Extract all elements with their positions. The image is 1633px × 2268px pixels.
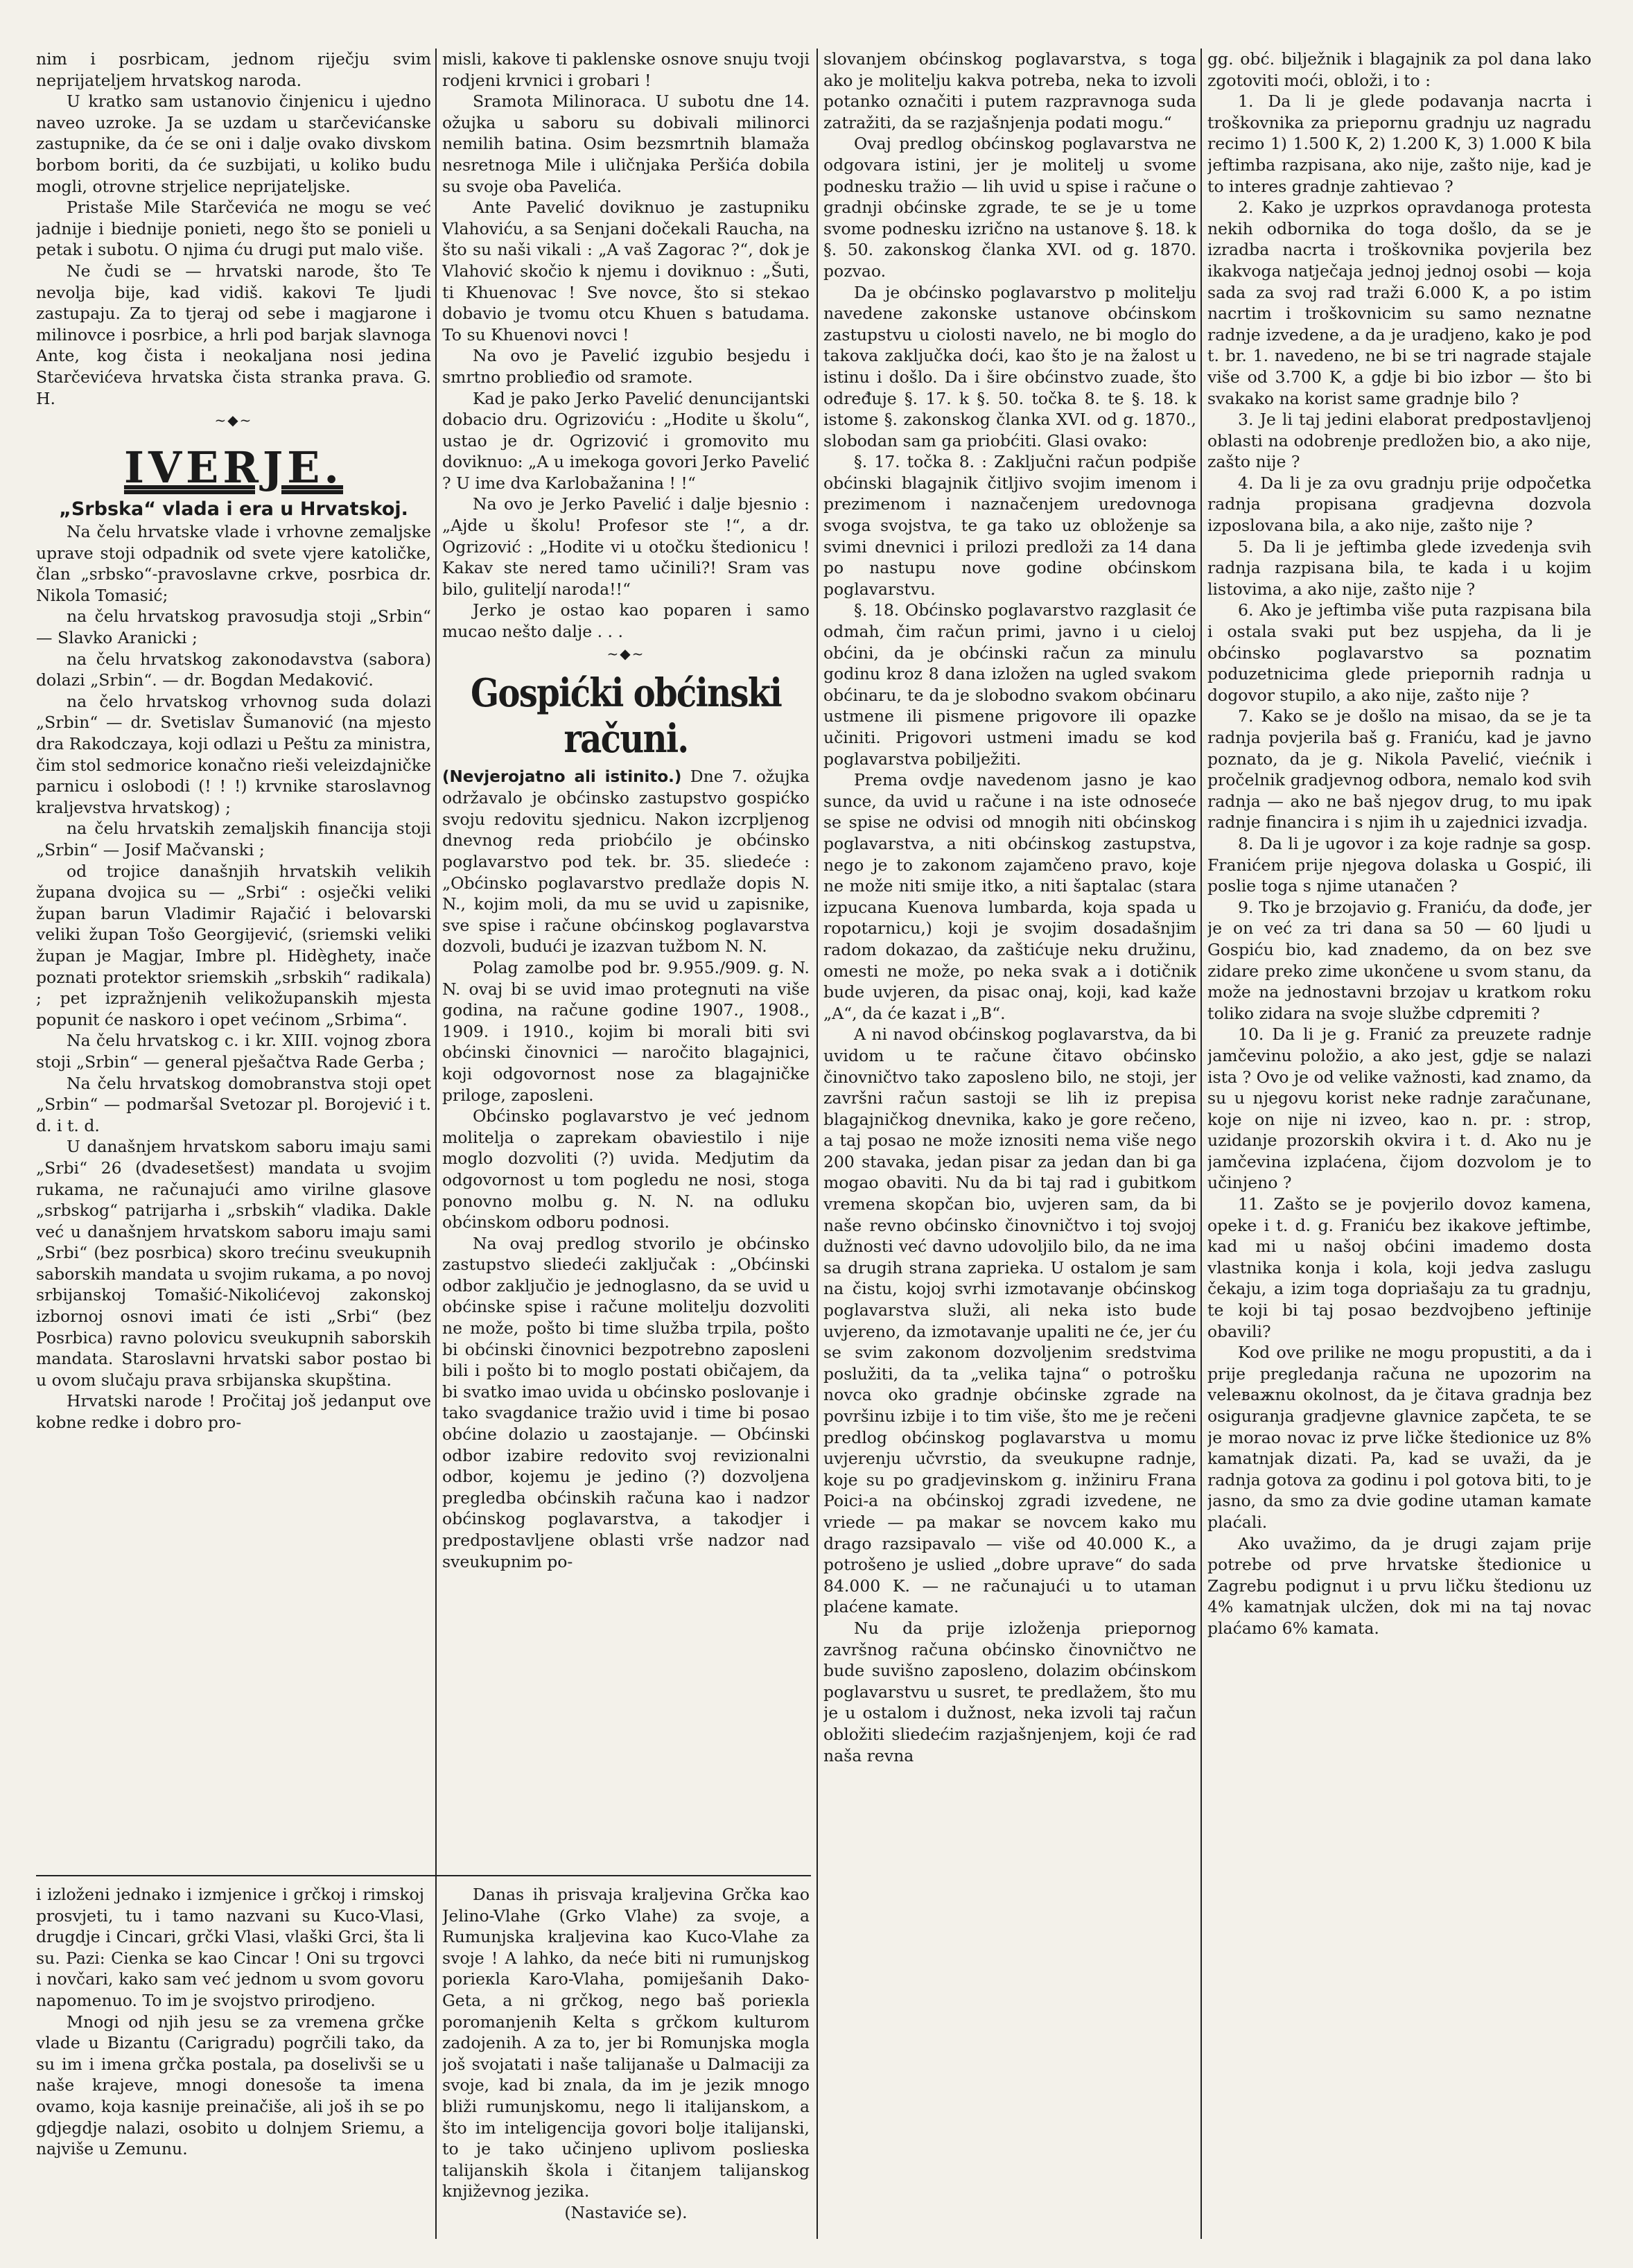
paragraph: 9. Tko je brzojavio g. Franiću, da dođe, jer je on već za tri dana sa 50 — 60 ljudi u Gospiću bio, kad znademo, da on bez sve zidare preko zime ukončene u svom stanu, da može na jednostavni brzojav u kratkom roku toliko zidara na svoje službe cdpremiti ? (1207, 897, 1591, 1023)
paragraph: Na čelu hrvatskog domobranstva stoji opet „Srbin“ — podmaršal Svetozar pl. Borojević i t. d. i t. d. (36, 1073, 431, 1135)
paragraph: Sramota Milinoraca. U subotu dne 14. ožujka u saboru su dobivali milinorci nemilih batina. Osim bezsmrtnih blamaža nesretnoga Mile i uličnjaka Peršića dobila su svoje oba Pavelića. (442, 91, 810, 196)
paragraph: gg. obć. bilježnik i blagajnik za pol dana lako zgotoviti moći, obloži, i to : (1207, 49, 1591, 90)
paragraph: 4. Da li je za ovu gradnju prije odpočetka radnja propisana gradjevna dozvola izposlovana bila, a ako nije, zašto nije ? (1207, 473, 1591, 536)
paragraph: Obćinsko poglavarstvo je već jednom molitelja o zaprekam obaviestilo i nije moglo dozvoliti (?) uvida. Medjutim da odgovornost u tom pogledu ne nosi, stoga ponovno molbu g. N. N. na odluku obćinskom odboru podnosi. (442, 1106, 810, 1232)
paragraph: Ovaj predlog obćinskog poglavarstva ne odgovara istini, jer je molitelj u svome podnesku tražio — lih uvid u spise i račune o gradnji obćinske zgrade, te se je u tome svome podnesku izrično na ustanove §. 18. k §. 50. zakonskog članka XVI. od g. 1870. pozvao. (823, 134, 1196, 281)
paragraph: U današnjem hrvatskom saboru imaju sami „Srbi“ 26 (dvadesetšest) mandata u svojim rukama, ne računajući amo virilne glasove „srbskog“ patrijarha i „srbskih“ vladika. Dakle već u današnjem hrvatskom saboru imaju sami „Srbi“ (bez posrbica) skoro trećinu sveukupnih saborskih mandata u svojim rukama, a po novoj srbijanskoj Tomašić-Nikolićevoj zakonskoj izbornoj osnovi imati će isti „Srbi“ (bez Posrbica) ravno polovicu sveukupnih saborskih mandata. Staroslavni hrvatski sabor postao bi u ovom slučaju prava srbijanska skupština. (36, 1137, 431, 1390)
column-rule (1200, 49, 1202, 2239)
paragraph: 6. Ako je jeftimba više puta razpisana bila i ostala svaki put bez uspjeha, da li je obćinsko poglavarstvo sa poznatim poduzetnicima glede priepornih radnja u dogovor stupilo, a ako nije, zašto nije ? (1207, 600, 1591, 705)
paragraph: Nu da prije izloženja priepornog završnog računa obćinsko činovničtvo ne bude suvišno zaposleno, dolazim obćinskom poglavarstvu u susret, te predlažem, što mu je u ostalom i dužnost, neka izvoli taj račun obložiti sliedećim razjašnjenjem, koji će rad naša revna (823, 1618, 1196, 1765)
paragraph: Pristaše Mile Starčevića ne mogu se već jadnije i biednije ponieti, nego što se ponieli u petak i subotu. O njima ću drugi put malo više. (36, 198, 431, 260)
paragraph: nim i posrbicam, jednom riječju svim neprijateljem hrvatskog naroda. (36, 49, 431, 90)
article-headline-gospic: Gospićki obćinski računi. (470, 670, 782, 762)
paragraph: 5. Da li je jeftimba glede izvedenja svih radnja razpisana bila, te kada i u kojim listovima, a ako nije, zašto nije ? (1207, 537, 1591, 599)
signature: G. H. (36, 367, 431, 408)
paragraph: Mnogi od njih jesu se za vremena grčke vlade u Bizantu (Carigradu) pogrčili tako, da su im i imena grčka postala, pa doselivši se u naše krajeve, mnogi donesoše ta imena ovamo, koja kasnije preinačiše, ali još ih se po gdjegdje nalazi, osobito u dolnjem Sriemu, a najviše u Zemunu. (36, 2012, 424, 2159)
article-subtitle: (Nevjerojatno ali istinito.) (442, 767, 682, 786)
paragraph: Da je obćinsko poglavarstvo p molitelju navedene zakonske ustanove obćinskom zastupstvu u ciolosti navelo, ne bi moglo do takova zaključka doći, kao što je na žalost u istinu i došlo. Da i šire obćinstvo zuade, što određuje §. 17. k §. 50. točka 8. te §. 18. k istome §. zakonskog članka XVI. od g. 1870., slobodan sam ga priobćiti. Glasi ovako: (823, 282, 1196, 451)
paragraph: 2. Kako je uzprkos opravdanoga protesta nekih odbornika do toga došlo, da se je izradba nacrta i troškovnika povjerila bez ikakvoga natječaja jednoj jednoj osobi — koja sada za svoj rad traži 6.000 K, a po istim nacrtim i troškovnicim su samo neznatne radnje izvedene, a da je uradjeno, kako je pod t. br. 1. navedeno, ne bi se tri nagrade stajale više od 3.700 K, a gdje bi bio izbor — što bi svakako na korist same gradnje bilo ? (1207, 198, 1591, 408)
paragraph: na čelu hrvatskog zakonodavstva (sabora) dolazi „Srbin“. — dr. Bogdan Medaković. (36, 649, 431, 690)
paragraph: A ni navod obćinskog poglavarstva, da bi uvidom u te račune čitavo obćinsko činovničtvo tako zaposleno bilo, ne stoji, jer završni račun sastoji se lih iz prepisa blagajničkog dnevnika, kako je gore rečeno, a taj posao ne može iznositi nema više nego 200 stavaka, jedan pisar za jedan dan bi ga mogao obaviti. Nu da bi taj rad i gubitkom vremena skopčan bio, uvjeren sam, da bi naše revno obćinsko činovničtvo i toj svojoj dužnosti već davno udovoljilo bilo, da ne ima sa drugih strana zaprieka. U ostalom je sam na čistu, kojoj svrhi izmotavanje obćinskog poglavarstva služi, ali neka isto bude uvjereno, da izmotavanje upaliti ne će, jer ću se svim zakonom dozvoljenim sredstvima poslužiti, da ta „velika tajna“ o potrošku novca oko gradnje obćinske zgrade na površinu izbije i to tim više, što me je rečeni predlog obćinskog poglavarstva u momu uvjerenju učvrstio, da sveukupne radnje, koje su po gradjevinskom g. inžiniru Frana Poici-a na obćinskoj zgradi izvedene, ne vriede — pa makar se novcem kako mu drago razsipavalo — više od 40.000 K., a potrošeno je uslied „dobre uprave“ do sada 84.000 K. — ne računajući u to utaman plaćene kamate. (823, 1024, 1196, 1617)
paragraph: Ako uvažimo, da je drugi zajam prije potrebe od prve hrvatske štedionice u Zagrebu podignut i u prvu ličku štedionu uz 4% kamatnjak ulcžen, dok mi na taj novac plaćamo 6% kamata. (1207, 1533, 1591, 1638)
paragraph: Ante Pavelić doviknuo je zastupniku Vlahoviću, a sa Senjani dočekali Raucha, na što su naši vikali : „A vaš Zagorac ?“, dok je Vlahović skočio k njemu i doviknuo : „Šuti, ti Khuenovac ! Sve novce, što si stekao dobavio je tvomu otcu Khuen s batudama. To su Khuenovi novci ! (442, 198, 810, 344)
section-title-iverje: IVERJE. (123, 442, 344, 494)
paragraph: §. 17. točka 8. : Zaključni račun podpiše obćinski blagajnik čitljivo svojim imenom i prezimenom i naznačenjem uredovnoga svoga svojstva, te ga tako uz obloženje sa svimi dnevnici i prilozi predloži za 14 dana po nastupu nove godine obćinskom poglavarstvu. (823, 452, 1196, 599)
paragraph: 1. Da li je glede podavanja nacrta i troškovnika za priepornu gradnju uz nagradu recimo 1) 1.500 K, 2) 1.200 K, 3) 1.000 K bila jeftimba razpisana, ako nije, zašto nije, kad je to interes gradnje zahtievao ? (1207, 91, 1591, 196)
column-3 (823, 49, 1196, 2232)
paragraph: Na čelu hrvatskog c. i kr. XIII. vojnog zbora stoji „Srbin“ — general pješačtva Rade Gerba ; (36, 1031, 431, 1072)
paragraph: na čelo hrvatskog vrhovnog suda dolazi „Srbin“ — dr. Svetislav Šumanović (na mjesto dra Rakodczaya, koji odlazi u Peštu za ministra, čim stol sedmorice konačno rieši veleizdajničke parnicu i oslobodi (! ! !) krvnike staroslavnog kraljevstva hrvatskog) ; (36, 691, 431, 817)
continuation-note: (Nastaviće se). (564, 2202, 688, 2222)
paragraph: Polag zamolbe pod br. 9.955./909. g. N. N. ovaj bi se uvid imao protegnuti na više godina, na račune godine 1907., 1908., 1909. i 1910., kojim bi morali biti svi obćinski činovnici — naročito blagajnici, koji odgovornost nose za blagajničke priloge, zaposleni. (442, 957, 810, 1105)
paragraph: od trojice današnjih hrvatskih velikih župana dvojica su — „Srbi“ : osječki veliki župan barun Vladimir Rajačić i belovarski veliki župan Tošo Georgijević, (sriemski veliki župan je Magjar, Imbre pl. Hidèghety, inače poznati protektor sriemskih „srbskih“ radikala) ; pet izpražnjenih velikožupanskih mjesta popunit će naskoro i opet većinom „Srbima“. (36, 861, 431, 1029)
column-2 (442, 49, 810, 1830)
paragraph: Na ovo je Pavelić izgubio besjedu i smrtno problieđio od sramote. (442, 346, 810, 387)
paragraph: Ne čudi se — hrvatski narode, što Te nevolja bije, kad vidiš. kakovi Te ljudi zastupaju. Za to tjeraj od sebe i magjarone i milinovce i posrbice, a hrli pod barjak slavnoga Ante, kog čista i neokaljana nosi jedina Starčevićeva hrvatska čista stranka prava. G. H. (36, 261, 431, 408)
column-rule (435, 49, 437, 2239)
paragraph: Na čelu hrvatske vlade i vrhovne zemaljske uprave stoji odpadnik od svete vjere katoličke, član „srbsko“-pravoslavne crkve, posrbica dr. Nikola Tomasić; (36, 522, 431, 605)
paragraph: 11. Zašto se je povjerilo dovoz kamena, opeke i t. d. g. Franiću bez ikakove jeftimbe, kad mi u našoj obćini imademo dosta vlastnika konja i kola, koji jedva zaslugu čekaju, a izim toga dopriašaju za tu gradnju, te koji bi taj posao bezdvojbeno jeftinije obavili? (1207, 1194, 1591, 1341)
paragraph: 10. Da li je g. Franić za preuzete radnje jamčevinu položio, a ako jest, gdje se nalazi ista ? Ovo je od velike važnosti, kad znamo, da su u njegovu korist neke radnje zaračunane, koje on nije ni izveo, kao n. pr. : strop, uzidanje prozorskih okvira i t. d. Ako nu je jamčevina izplaćena, čijom dozvolom je to učinjeno ? (1207, 1024, 1591, 1193)
ornament-divider: ~◆~ (606, 645, 645, 662)
feuilleton-left (36, 1884, 424, 2244)
paragraph: §. 18. Obćinsko poglavarstvo razglasit će odmah, čim račun primi, javno i u cieloj obćini, da je obćinski račun za minulu godinu kroz 8 dana izložen na ugled svakom obćinaru, te da je slobodno svakom obćinaru ustmene ili pismene prigovore ili opazke učiniti. Prigovori ustmeni imadu se kod poglavarstva pobilježiti. (823, 600, 1196, 769)
paragraph: U kratko sam ustanovio činjenicu i ujedno naveo uzroke. Ja se uzdam u starčevićanske zastupnike, da će se oni i dalje ovako divskom borbom boriti, da će suzbijati, u koliko budu mogli, otrovne strjelice neprijateljske. (36, 91, 431, 196)
paragraph: Danas ih prisvaja kraljevina Grčka kao Jelino-Vlahe (Grko Vlahe) za svoje, a Rumunjska kraljevina kao Kuco-Vlahe za svoje ! A lahko, da neće biti ni rumunjskog porieкla Karo-Vlaha, pomiješanih Dako-Geta, a ni grčkog, nego baš porieкla poromanjenih Kelta s grčkom kulturom zadojenih. A za to, jer bi Romunjska mogla još svojatati i naše talijanaše u Dalmaciji za svoje, kad bi znala, da im je jezik mnogo bliži rumunjskomu, nego li italijanskom, a što im inteligencija govori bolje italijanski, to je tako učinjeno uplivom poslieska talijanskih škola i čitanjem talijanskog knjižеvnog jezika. (442, 1885, 810, 2201)
paragraph: slovanjem obćinskog poglavarstva, s toga ako je molitelju kakva potreba, neka to izvoli potanko označiti i putem razpravnoga suda zatražiti, da se razjašnjenja podati mogu.“ (823, 49, 1196, 132)
paragraph: na čelu hrvatskog pravosudja stoji „Srbin“ — Slavko Aranicki ; (36, 607, 431, 648)
ornament-divider: ~◆~ (214, 412, 253, 429)
paragraph: Kad je pako Jerko Pavelić denuncijantski dobacio dru. Ogrizoviću : „Hodite u školu“, ustao je dr. Ogrizović i gromovito mu doviknuo: „A u imekoga govori Jerko Pavelić ? U ime dva Karlobažanina ! !“ (442, 388, 810, 493)
paragraph: Na ovo je Jerko Pavelić i dalje bjesnio : „Ajde u školu! Profesor ste !“, a dr. Ogrizović : „Hodite vi u otočku štedionicu ! Kakav ste nered tamo učinili?! Sram vas bilo, guliteljí naroda!!“ (442, 494, 810, 599)
paragraph: na čelu hrvatskih zemaljskih financija stoji „Srbin“ — Josif Mačvanski ; (36, 819, 431, 860)
column-rule (816, 49, 818, 2239)
paragraph: misli, kakove ti paklenske osnove snuju tvoji rodjeni krvnici i grobari ! (442, 49, 810, 90)
paragraph: Hrvatski narode ! Pročitaj još jedanput ove kobne redke i dobro pro- (36, 1391, 431, 1433)
paragraph: Na ovaj predlog stvorilo je obćinsko zastupstvo sliedeći zaključak : „Obćinski odbor zaključio je jednoglasno, da se uvid u obćinske spise i račune molitelju dozvoliti ne može, pošto bi time služba trpila, pošto bi obćinski činovnici bezpotrebno zaposleni bili i pošto bi to moglo postati običajem, da bi svatko imao uvida u obćinsko poslovanje i tako svagdanice tražio uvid i time bi posao obćine dolazio u zaostajanje. — Obćinski odbor izabire redovito svoj revizionalni odbor, kojemu je jedino (?) dozvoljena pregledba obćinskih računa kao i nadzor obćinskog poglavarstva, a takodjer i predpostavljene oblasti vrše nadzor nad sveukupnim po- (442, 1233, 810, 1571)
paragraph: Prema ovdje navedenom jasno je kao sunce, da uvid u račune i na iste odnoseće se spise ne odvisi od mnogih niti obćinskog poglavarstva, a niti obćinskog zastupstva, nego je to zakonom zajamčeno pravo, koje ne može niti smije itko, a niti šaptalac (stara izpucana Kuenova lumbarda, koja spada u ropotarnicu,) koji je svojim dosadašnjim radom dokazao, da zaštićuje neku družinu, omesti ne može, po neka svak a i dotičnik bude uvjeren, da pisac onaj, koji, kad kaže „A“, da će kazat i „B“. (823, 770, 1196, 1023)
paragraph: 8. Da li je ugovor i za koje radnje sa gosp. Franićem prije njegova dolaska u Gospić, ili poslie toga s njime utanačen ? (1207, 833, 1591, 896)
paragraph: (Nevjerojatno ali istinito.) Dne 7. ožujka održavalo je obćinsko zastupstvo gospićko svoju redovitu sjednicu. Nakon izcrpljenog dnevnog reda priobćilo je obćinsko poglavarstvo pod tek. br. 35. sliedeće : „Obćinsko poglavarstvo predlaže dopis N. N., kojim moli, da mu se uvid u zapisnike, sve spise i račune obćinskog poglavarstva dozvoli, budući je izazvan tužbom N. N. (442, 766, 810, 957)
paragraph: i izloženi jednako i izmjenice i grčkoj i rimskoj prosvjeti, tu i tamo nazvani su Kuco-Vlasi, drugdje i Cincari, grčki Vlasi, vlaški Grci, šta li su. Pazi: Cienka se kao Cincar ! Oni su trgovci i novčari, kako sam već jednom u svom govoru napomenuo. To im je svojstvo prirodjeno. (36, 1885, 424, 2010)
article-headline: „Srbska“ vlada i era u Hrvatskoj. (59, 498, 408, 521)
column-4 (1207, 49, 1591, 2232)
paragraph: Kod ove prilike ne mogu propustiti, a da i prije pregledanja računa ne upozorim na veleважnu okolnost, da je čitava gradnja bez osiguranja gradjevne glavnice zapčeta, te se je morao novac iz prve ličke štedionice uz 8% kamatnjak dizati. Pa, kad se uvaži, da je radnja gotova za godinu i pol gotova biti, to je jasno, da smo za dvie godine utaman kamate plaćali. (1207, 1343, 1591, 1532)
paragraph: Jerko je ostao kao poparen i samo mucao nešto dalje . . . (442, 600, 810, 642)
paragraph: 3. Je li taj jedini elaborat predpostavljenoj oblasti na odobrenje predložen bio, a ako nije, zašto nije ? (1207, 410, 1591, 472)
feuilleton-right (442, 1884, 810, 2244)
paragraph: 7. Kako se je došlo na misao, da se je ta radnja povjerila baš g. Franiću, kad je javno poznato, da je g. Nikola Pavelić, viećnik i pročelnik gradjevnog odbora, nemalo kod svih radnja — ako ne baš njegov drug, to mu ipak radnje financira i s njim ih u zajednici izvadja. (1207, 706, 1591, 832)
